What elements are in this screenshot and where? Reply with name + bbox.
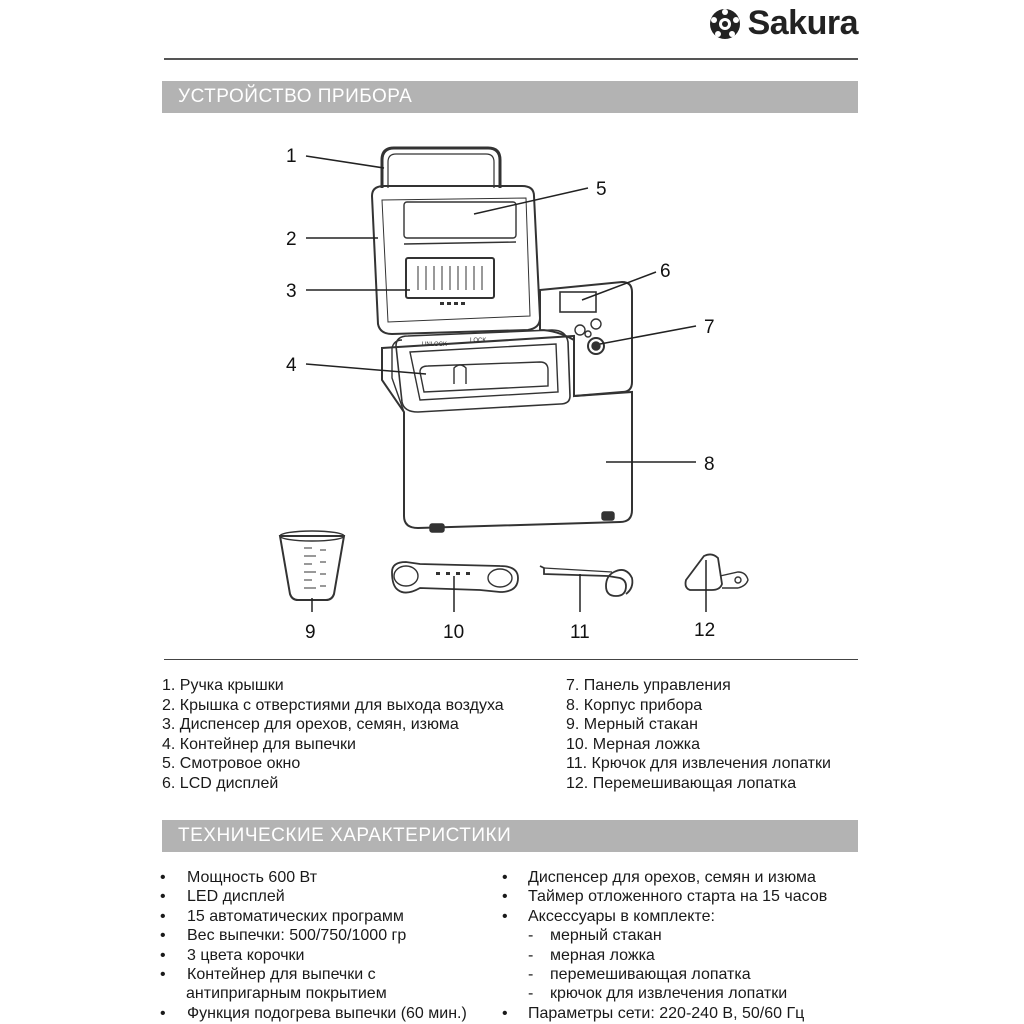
lock-label: LOCK — [470, 338, 487, 344]
accessory-text: мерная ложка — [550, 946, 655, 964]
spec-text: 3 цвета корочки — [187, 946, 305, 964]
part-item: 3. Диспенсер для орехов, семян, изюма — [162, 716, 459, 734]
part-item: 4. Контейнер для выпечки — [162, 735, 356, 753]
callout-8: 8 — [704, 454, 715, 475]
bullet: • — [502, 888, 508, 906]
part-item: 12. Перемешивающая лопатка — [566, 774, 797, 792]
spec-text: 15 автоматических программ — [187, 907, 404, 925]
parts-list-left — [162, 676, 504, 794]
display-shape — [560, 292, 596, 312]
brand-name: Sakura — [747, 4, 858, 42]
accessory-text: перемешивающая лопатка — [550, 966, 751, 984]
lid-shape — [372, 186, 540, 334]
bullet: • — [160, 946, 166, 964]
part-item: 10. Мерная ложка — [566, 735, 701, 753]
callout-4: 4 — [286, 355, 297, 376]
spec-item — [502, 868, 827, 887]
section-title-specs: ТЕХНИЧЕСКИЕ ХАРАКТЕРИСТИКИ — [162, 820, 858, 852]
bullet: • — [160, 869, 166, 886]
callout-3: 3 — [286, 281, 297, 302]
spec-text: Функция подогрева выпечки (60 мин.) — [187, 1004, 467, 1022]
bullet: • — [160, 1004, 166, 1022]
bullet: • — [502, 869, 508, 886]
dash: - — [528, 985, 534, 1003]
callout-2: 2 — [286, 229, 297, 250]
callout-10: 10 — [443, 622, 465, 643]
callout-5: 5 — [596, 179, 607, 200]
part-item: 6. LCD дисплей — [162, 774, 279, 792]
accessory-text: мерный стакан — [550, 927, 662, 945]
part-item: 9. Мерный стакан — [566, 716, 698, 734]
spec-text: Вес выпечки: 500/750/1000 гр — [187, 927, 407, 945]
specs-list-left — [160, 868, 467, 1023]
dash: - — [528, 946, 534, 964]
accessory-item — [502, 984, 827, 1003]
spec-text: Диспенсер для орехов, семян и изюма — [528, 869, 816, 886]
bullet: • — [502, 1004, 508, 1022]
spec-text: антипригарным покрытием — [186, 985, 387, 1003]
part-item: 2. Крышка с отверстиями для выхода воздуха — [162, 696, 504, 714]
accessory-item — [502, 965, 827, 984]
bullet: • — [160, 927, 166, 945]
spec-text: Контейнер для выпечки с — [187, 966, 376, 984]
callout-7: 7 — [704, 317, 715, 338]
spec-text: Аксессуары в комплекте: — [528, 907, 715, 925]
bullet: • — [160, 966, 166, 984]
callout-1: 1 — [286, 146, 297, 167]
body-shape — [382, 336, 632, 528]
callout-11: 11 — [570, 622, 590, 643]
bullet: • — [160, 907, 166, 925]
spec-text: Таймер отложенного старта на 15 часов — [528, 888, 828, 906]
bullet: • — [502, 907, 508, 925]
spec-text: Параметры сети: 220-240 В, 50/60 Гц — [528, 1004, 805, 1022]
spec-text: Мощность 600 Вт — [187, 869, 318, 886]
part-item: 7. Панель управления — [566, 677, 731, 694]
bullet: • — [160, 888, 166, 906]
spec-item — [160, 926, 467, 945]
specs-list-right — [502, 868, 827, 1023]
spec-item — [502, 1004, 827, 1023]
part-item: 5. Смотровое окно — [162, 755, 301, 773]
spec-item — [160, 1004, 467, 1023]
spec-item — [160, 868, 467, 887]
viewing-window-shape — [404, 202, 516, 238]
dash: - — [528, 927, 534, 945]
spec-item — [160, 965, 467, 984]
parts-divider — [164, 659, 858, 660]
measuring-cup-shape — [280, 536, 344, 600]
callout-12: 12 — [694, 620, 716, 641]
callout-9: 9 — [305, 622, 316, 643]
part-item: 1. Ручка крышки — [162, 677, 284, 694]
section-title-device: УСТРОЙСТВО ПРИБОРА — [162, 81, 858, 113]
part-item: 11. Крючок для извлечения лопатки — [566, 755, 831, 773]
spec-item — [502, 907, 827, 926]
accessory-item — [502, 926, 827, 945]
spec-text: LED дисплей — [187, 888, 285, 906]
spec-item — [502, 887, 827, 906]
spec-item — [160, 907, 467, 926]
part-item: 8. Корпус прибора — [566, 696, 703, 714]
unlock-label: UNLOCK — [422, 342, 448, 348]
callout-6: 6 — [660, 261, 671, 282]
accessory-text: крючок для извлечения лопатки — [550, 985, 788, 1003]
parts-list-right — [566, 676, 831, 794]
spec-item — [160, 946, 467, 965]
spec-item — [160, 887, 467, 906]
dash: - — [528, 966, 534, 984]
kneading-paddle-shape — [686, 554, 723, 590]
accessory-item — [502, 946, 827, 965]
spec-item-continuation — [160, 984, 467, 1003]
